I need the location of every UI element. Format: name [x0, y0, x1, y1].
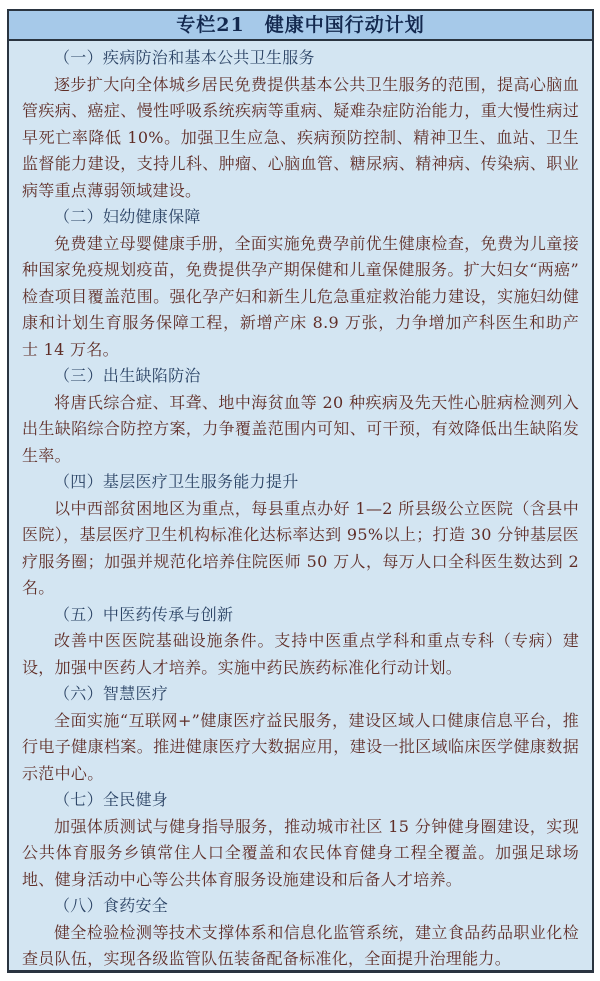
section-heading-6: （六）智慧医疗 — [54, 684, 169, 703]
panel-title: 专栏21 健康中国行动计划 — [176, 13, 425, 36]
section-heading-3: （三）出生缺陷防治 — [54, 366, 201, 385]
box-body — [9, 41, 592, 973]
section-paragraph-1: 逐步扩大向全体城乡居民免费提供基本公共卫生服务的范围，提高心脑血管疾病、癌症、慢性呼吸系统疾病等重病、疑难杂症防治能力，重大慢性病过早死亡率降低 10%。加强卫生应急、疾病预防控制、精神卫生、血站、卫生监督能力建设，支持儿科、肿瘤、心脑血管、糖尿病、精神病、传染病、职业病等重点薄弱领域建设。 — [22, 74, 579, 200]
policy-box-panel — [7, 9, 594, 973]
section-heading-2: （二）妇幼健康保障 — [54, 207, 201, 226]
section-heading-8: （八）食药安全 — [54, 896, 169, 915]
section-heading-4: （四）基层医疗卫生服务能力提升 — [54, 472, 299, 491]
section-paragraph-7: 加强体质测试与健身指导服务，推动城市社区 15 分钟健身圈建设，实现公共体育服务乡镇常住人口全覆盖和农民体育健身工程全覆盖。加强足球场地、健身活动中心等公共体育服务设施建设和后备人才培养。 — [22, 816, 579, 889]
section-heading-5: （五）中医药传承与创新 — [54, 604, 234, 624]
section-paragraph-2: 免费建立母婴健康手册，全面实施免费孕前优生健康检查，免费为儿童接种国家免疫规划疫苗，免费提供孕产期保健和儿童保健服务。扩大妇女“两癌”检查项目覆盖范围。强化孕产妇和新生儿危急重症救治能力建设，实施妇幼健康和计划生育服务保障工程，新增产床 8.9 万张，力争增加产科医生和助产士 14 万名。 — [22, 233, 579, 359]
section-paragraph-5: 改善中医医院基础设施条件。支持中医重点学科和重点专科（专病）建设，加强中医药人才培养。实施中药民族药标准化行动计划。 — [22, 631, 579, 677]
section-paragraph-6: 全面实施“互联网+”健康医疗益民服务，建设区域人口健康信息平台，推行电子健康档案。推进健康医疗大数据应用，建设一批区域临床医学健康数据示范中心。 — [22, 710, 579, 783]
panel-header — [9, 11, 592, 41]
section-paragraph-4: 以中西部贫困地区为重点，每县重点办好 1—2 所县级公立医院（含县中医院），基层医疗卫生机构标准化达标率达到 95%以上；打造 30 分钟基层医疗服务圈；加强并规范化培养住院医师 50 万人，每万人口全科医生数达到 2 名。 — [22, 498, 579, 597]
section-heading-1: （一）疾病防治和基本公共卫生服务 — [54, 48, 315, 67]
section-paragraph-3: 将唐氏综合症、耳聋、地中海贫血等 20 种疾病及先天性心脏病检测列入出生缺陷综合防控方案，力争覆盖范围内可知、可干预，有效降低出生缺陷发生率。 — [22, 392, 579, 465]
section-paragraph-8: 健全检验检测等技术支撑体系和信息化监管系统，建立食品药品职业化检查员队伍，实现各级监管队伍装备配备标准化，全面提升治理能力。 — [22, 922, 579, 968]
section-heading-7: （七）全民健身 — [54, 790, 169, 809]
